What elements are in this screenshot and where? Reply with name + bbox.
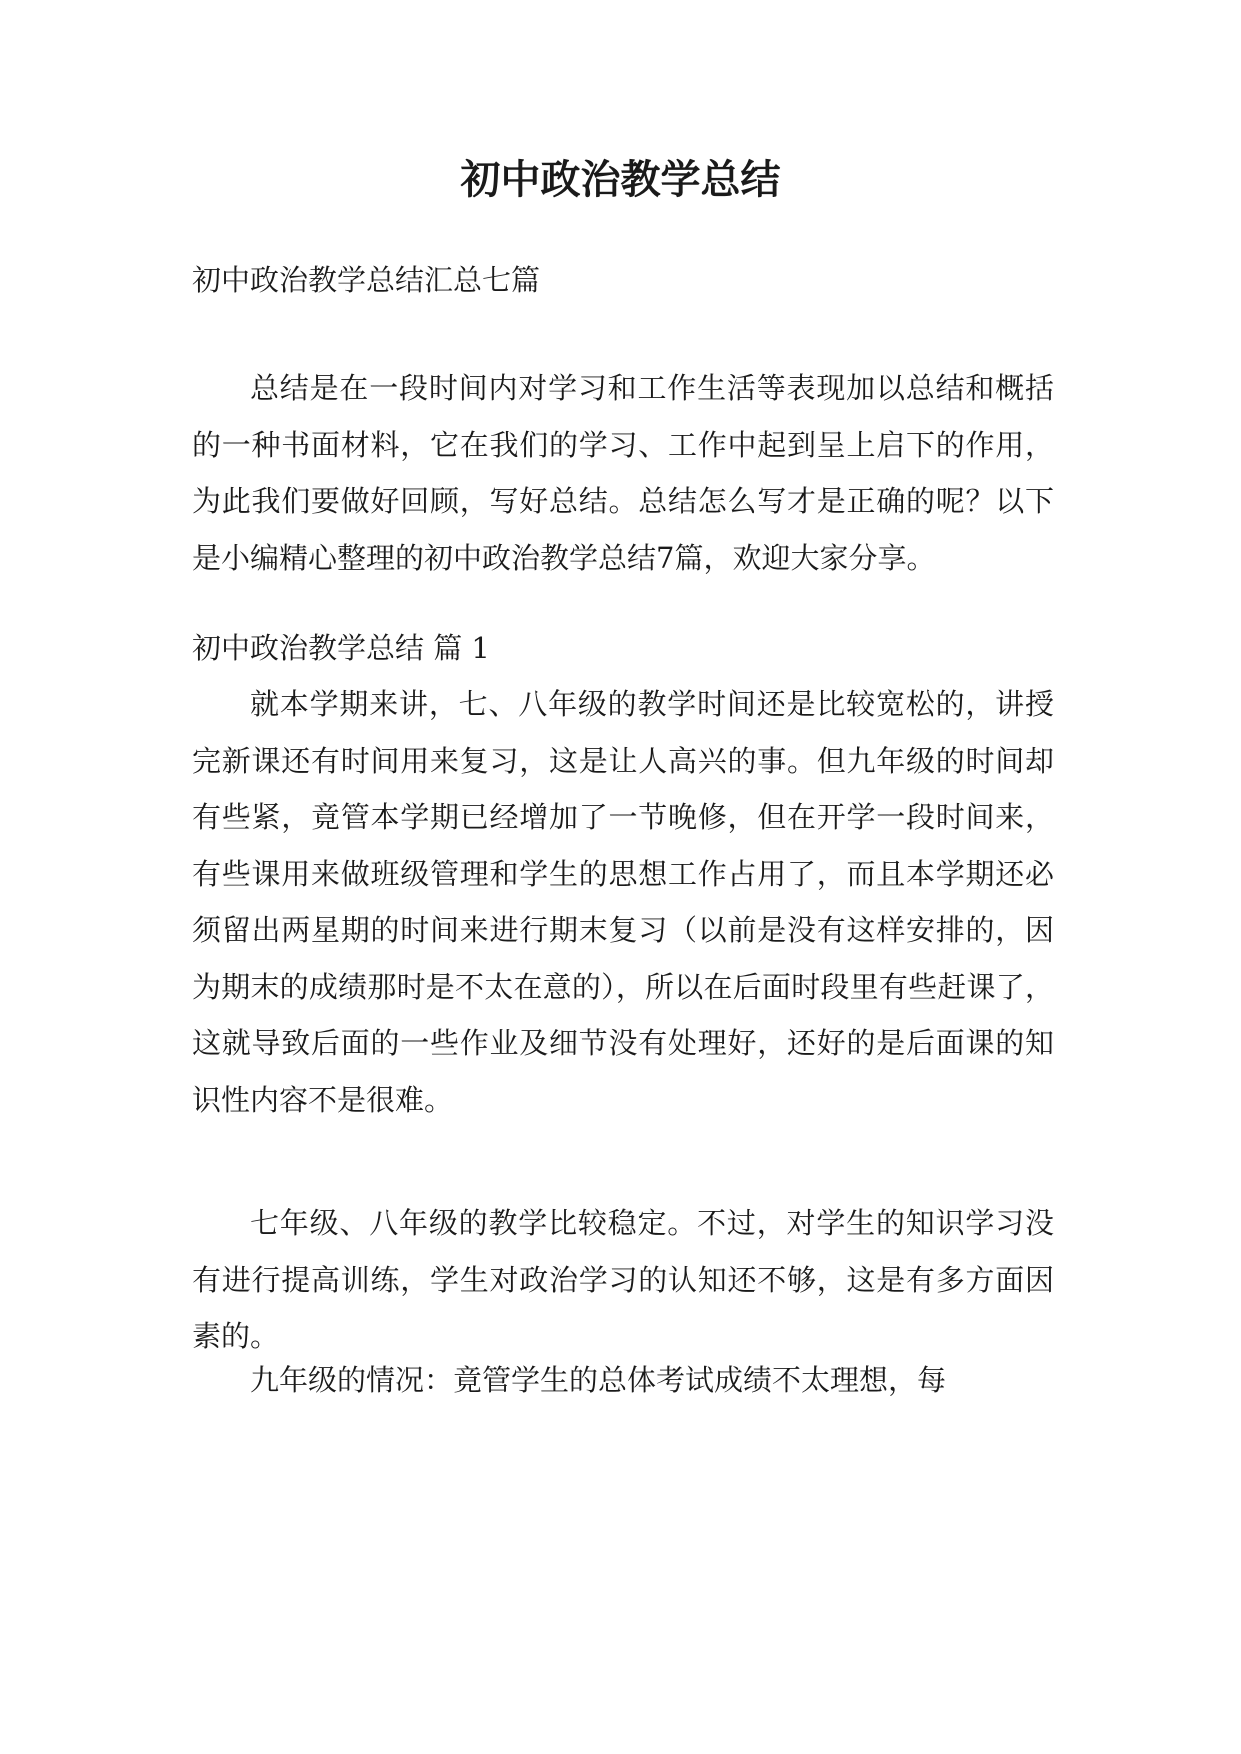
section-1-paragraph-2-block [192, 1195, 1054, 1365]
section-1-paragraph-block [192, 676, 1054, 1128]
document-subtitle: 初中政治教学总结汇总七篇 [192, 263, 541, 297]
intro-paragraph-block [192, 360, 1054, 586]
intro-paragraph: 总结是在一段时间内对学习和工作生活等表现加以总结和概括的一种书面材料，它在我们的学习、工作中起到呈上启下的作用，为此我们要做好回顾，写好总结。总结怎么写才是正确的呢？以下是小编精心整理的初中政治教学总结7篇，欢迎大家分享。 [192, 371, 1054, 575]
section-heading-1: 初中政治教学总结 篇 1 [192, 631, 490, 665]
section-1-paragraph-2: 七年级、八年级的教学比较稳定。不过，对学生的知识学习没有进行提高训练，学生对政治学习的认知还不够，这是有多方面因素的。 [192, 1206, 1054, 1353]
section-1-paragraph-3: 九年级的情况：竟管学生的总体考试成绩不太理想，每 [250, 1363, 947, 1397]
section-1-paragraph-1: 就本学期来讲，七、八年级的教学时间还是比较宽松的，讲授完新课还有时间用来复习，这是让人高兴的事。但九年级的时间却有些紧，竟管本学期已经增加了一节晚修，但在开学一段时间来，有些课用来做班级管理和学生的思想工作占用了，而且本学期还必须留出两星期的时间来进行期末复习（以前是没有这样安排的，因为期末的成绩那时是不太在意的），所以在后面时段里有些赶课了，这就导致后面的一些作业及细节没有处理好，还好的是后面课的知识性内容不是很难。 [192, 687, 1054, 1117]
document-title: 初中政治教学总结 [460, 156, 781, 203]
section-1-paragraph-3-block [192, 1352, 1054, 1409]
